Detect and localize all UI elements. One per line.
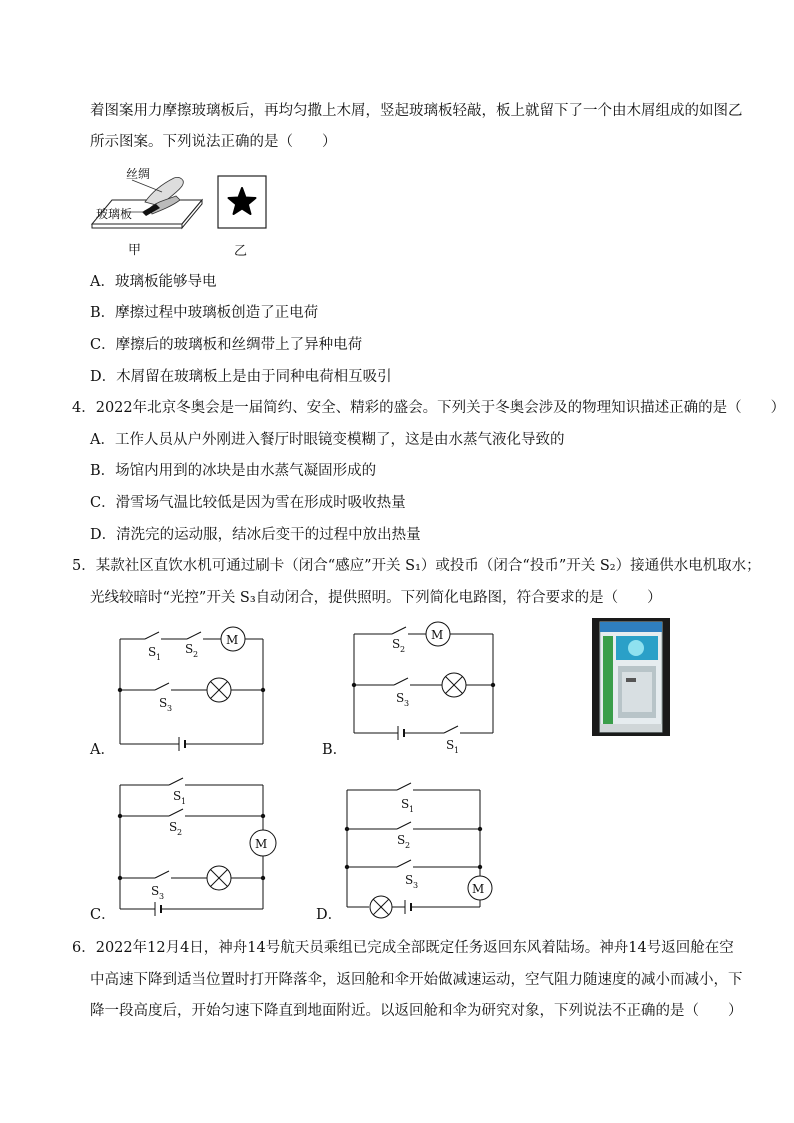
caption-jia: 甲 — [128, 243, 142, 257]
switch-s1-label: S — [173, 789, 182, 803]
q6-stem-line-3: 降一段高度后，开始匀速下降直到地面附近。以返回舱和伞为研究对象，下列说法不正确的是（ ） — [90, 1003, 743, 1019]
water-dispenser-photo — [592, 618, 670, 736]
switch-s2-subscript: 2 — [193, 650, 199, 659]
label-silk: 丝绸 — [126, 167, 151, 181]
q4-option-c: C．滑雪场气温比较低是因为雪在形成时吸收热量 — [90, 495, 406, 511]
q3-option-b: B．摩擦过程中玻璃板创造了正电荷 — [90, 305, 319, 321]
q6-stem-line-1: 6．2022年12月4日，神舟14号航天员乘组已完成全部既定任务返回东风着陆场。神舟14号返回舱在空 — [72, 940, 734, 956]
q4-stem: 4．2022年北京冬奥会是一届简约、安全、精彩的盛会。下列关于冬奥会涉及的物理知识描述正确的是（ ） — [72, 400, 786, 416]
motor-label: M — [226, 633, 239, 647]
circuit-a — [85, 620, 275, 760]
switch-s3-label: S — [405, 873, 414, 887]
switch-s1-label: S — [446, 738, 455, 752]
q3-option-a: A．玻璃板能够导电 — [90, 274, 217, 290]
circuit-d — [335, 780, 510, 920]
switch-s2-label: S — [392, 637, 401, 651]
switch-s3-subscript: 3 — [413, 881, 419, 890]
switch-s3-label: S — [396, 691, 405, 705]
q4-option-b: B．场馆内用到的冰块是由水蒸气凝固形成的 — [90, 463, 377, 479]
q4-option-d: D．清洗完的运动服，结冰后变干的过程中放出热量 — [90, 527, 421, 543]
caption-yi: 乙 — [234, 244, 248, 259]
switch-s3-subscript: 3 — [159, 892, 165, 901]
switch-s3-subscript: 3 — [404, 699, 410, 708]
circuit-b-label: B． — [322, 742, 348, 758]
q3-stem-line-1: 着图案用力摩擦玻璃板后，再均匀撒上木屑，竖起玻璃板轻敲，板上就留下了一个由木屑组成的如图乙 — [90, 103, 743, 119]
q5-stem-line-2: 光线较暗时“光控”开关 S₃自动闭合，提供照明。下列简化电路图，符合要求的是（ ） — [90, 590, 662, 606]
switch-s3-label: S — [151, 884, 160, 898]
motor-label: M — [431, 628, 444, 642]
switch-s2-label: S — [185, 642, 194, 656]
q4-option-a: A．工作人员从户外刚进入餐厅时眼镜变模糊了，这是由水蒸气液化导致的 — [90, 432, 565, 448]
q3-stem-line-2: 所示图案。下列说法正确的是（ ） — [90, 134, 337, 150]
figure-jia-glass-silk — [90, 162, 210, 257]
switch-s1-label: S — [401, 797, 410, 811]
circuit-d-label: D． — [316, 907, 343, 923]
label-glass-plate: 玻璃板 — [96, 207, 133, 221]
motor-label: M — [255, 837, 268, 851]
circuit-b — [320, 620, 510, 760]
switch-s2-subscript: 2 — [400, 645, 406, 654]
circuit-a-label: A． — [90, 742, 115, 758]
switch-s1-subscript: 1 — [454, 746, 460, 755]
switch-s1-label: S — [148, 645, 157, 659]
q5-stem-line-1: 5．某款社区直饮水机可通过刷卡（闭合“感应”开关 S₁）或投币（闭合“投币”开关 S₂）接通供水电机取水； — [72, 558, 761, 574]
switch-s2-subscript: 2 — [405, 841, 411, 850]
switch-s2-subscript: 2 — [177, 828, 183, 837]
switch-s1-subscript: 1 — [156, 653, 162, 662]
figure-yi-star — [216, 175, 271, 260]
motor-label: M — [472, 882, 485, 896]
switch-s1-subscript: 1 — [409, 805, 415, 814]
switch-s2-label: S — [169, 820, 178, 834]
switch-s3-subscript: 3 — [167, 704, 173, 713]
circuit-c-label: C． — [90, 907, 116, 923]
switch-s3-label: S — [159, 696, 168, 710]
q3-option-d: D．木屑留在玻璃板上是由于同种电荷相互吸引 — [90, 369, 392, 385]
q6-stem-line-2: 中高速下降到适当位置时打开降落伞，返回舱和伞开始做减速运动，空气阻力随速度的减小而减小，下 — [90, 972, 743, 988]
q3-option-c: C．摩擦后的玻璃板和丝绸带上了异种电荷 — [90, 337, 363, 353]
circuit-c — [85, 773, 285, 918]
switch-s1-subscript: 1 — [181, 797, 187, 806]
switch-s2-label: S — [397, 833, 406, 847]
